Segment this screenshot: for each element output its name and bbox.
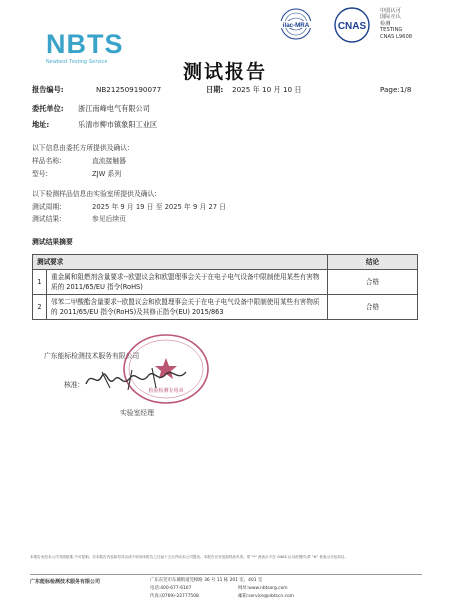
test-period-label: 测试周期: [32, 203, 62, 211]
client-unit-value: 浙江南峰电气有限公司 [78, 104, 150, 113]
client-unit-label: 委托单位: [32, 104, 64, 113]
footer-disclaimer: 本报告未经本公司书面批准,不可复制。对本报告内容如有异议请于收到本报告之日起十五日内向本公司提出。本报告仅对送检样品负责。带 "*" 者表示不在 CNAS 认可范围内;带 "#" 者表示分包项目。 [30, 555, 349, 559]
report-title: 测试报告 [182, 61, 267, 83]
sample-intro: 以下信息由委托方所提供及确认: [32, 144, 130, 152]
summary-heading: 测试结果摘要 [32, 238, 73, 246]
cnas-accreditation-text: 中国认可 国际互认 检测 TESTING CNAS L9608 [380, 8, 413, 40]
date-label: 日期: [206, 85, 224, 94]
brand-word: NBTS [46, 29, 124, 59]
report-no-label: 报告编号: [32, 85, 64, 94]
footer-address: 广东东莞市东城街道莞樟路 36 号 11 栋 201 室、401 室 [150, 578, 263, 583]
table-row [33, 270, 418, 295]
col-header-requirement: 测试要求 [33, 255, 328, 270]
row-number: 2 [33, 295, 47, 320]
footer-tel: 电话:400-677-6107 [150, 586, 192, 591]
ilac-label: ilac-MRA [282, 22, 310, 29]
cnas-logo [326, 6, 378, 46]
lab-intro: 以下检测样品信息由实验室所提供及确认: [32, 190, 157, 198]
stamp-sub-text: 检验检测专用章 [148, 388, 184, 394]
sample-model-label: 型号: [32, 170, 48, 178]
cnas-label: CNAS [337, 21, 367, 32]
test-result-label: 测试结果: [32, 215, 62, 223]
report-no-value: NB212509190077 [96, 85, 162, 94]
approve-label: 核准: [64, 381, 80, 389]
test-period-value: 2025 年 9 月 19 日 至 2025 年 9 月 27 日 [92, 203, 227, 211]
row-conclusion: 合格 [328, 270, 418, 295]
test-result-value: 参见后续页 [92, 215, 126, 223]
sample-model-value: ZJW 系列 [92, 170, 122, 178]
page-number: Page:1/8 [380, 85, 412, 94]
row-requirement: 重金属和阻燃剂含量要求--欧盟议会和欧盟理事会关于在电子电气设备中限制使用某些有害物质的 2011/65/EU 指令(RoHS) [47, 270, 328, 295]
client-addr-value: 乐清市柳市镇象阳工业区 [78, 120, 158, 129]
signer-title: 实验室经理 [120, 409, 154, 417]
client-addr-label: 地址: [32, 120, 50, 129]
table-row [33, 295, 418, 320]
footer-fax: 传真:(0769)-22777508 [150, 594, 199, 599]
handwritten-signature [82, 362, 194, 394]
sample-name-label: 样品名称: [32, 157, 62, 165]
row-number: 1 [33, 270, 47, 295]
col-header-conclusion: 结论 [328, 255, 418, 270]
ilac-mra-logo [272, 6, 320, 46]
issuing-company: 广东能标检测技术服务有限公司 [44, 352, 140, 360]
row-requirement: 邻苯二甲酸酯含量要求--欧盟议会和欧盟理事会关于在电子电气设备中限制使用某些有害物质的 2011/65/EU 指令(RoHS)及其修正指令(EU) 2015/863 [47, 295, 328, 320]
sample-name-value: 直流接触器 [92, 157, 126, 165]
footer-mail: 邮箱:service@nbtscn.com [238, 594, 294, 599]
footer-company: 广东能标检测技术服务有限公司 [30, 579, 101, 585]
brand-slogan: Newbest Testing Service [46, 59, 108, 65]
date-value: 2025 年 10 月 10 日 [232, 85, 302, 94]
summary-table [32, 254, 418, 320]
footer-divider [30, 574, 422, 575]
footer-web: 网址:www.nbtsorg.com [238, 586, 288, 591]
row-conclusion: 合格 [328, 295, 418, 320]
table-header-row [33, 255, 418, 270]
